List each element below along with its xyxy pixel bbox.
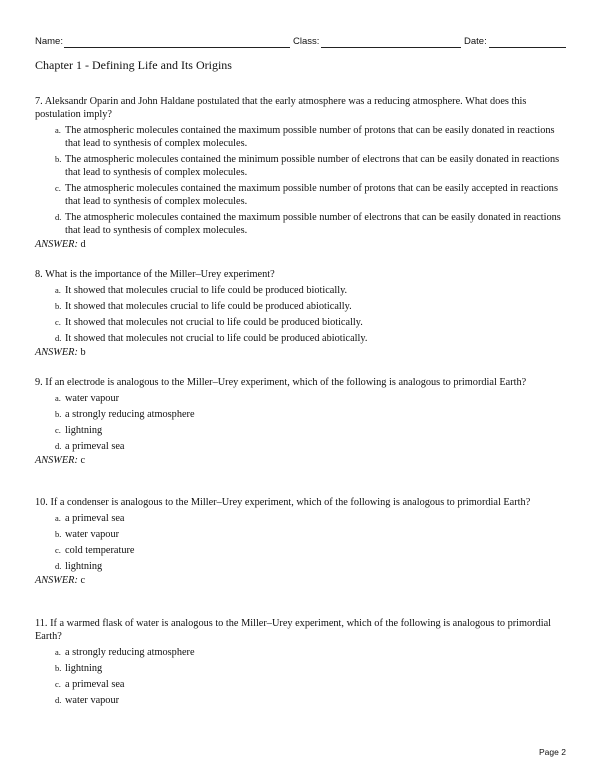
- answer-value: d: [80, 239, 86, 250]
- option-letter: c.: [55, 545, 61, 555]
- name-label: Name:: [35, 36, 63, 47]
- answer-line: [35, 238, 570, 251]
- question-stem: 11. If a warmed flask of water is analogous to the Miller–Urey experiment, which of the following is analogous to primordial Earth?: [35, 618, 552, 642]
- question-9: [35, 376, 570, 467]
- option-b: [35, 153, 570, 179]
- option-c: [35, 678, 570, 691]
- option-c: [35, 316, 570, 329]
- option-a: [35, 284, 570, 297]
- answer-line: [35, 346, 570, 359]
- option-text: The atmospheric molecules contained the maximum possible number of electrons that can be easily donated in reactions that lead to synthesis of complex molecules.: [65, 212, 561, 236]
- option-a: [35, 512, 570, 525]
- option-text: water vapour: [65, 393, 120, 404]
- option-c: [35, 544, 570, 557]
- option-text: lightning: [65, 425, 103, 436]
- option-letter: c.: [55, 425, 61, 435]
- option-text: a strongly reducing atmosphere: [65, 647, 195, 658]
- option-a: [35, 646, 570, 659]
- option-text: It showed that molecules crucial to life could be produced abiotically.: [65, 301, 352, 312]
- option-letter: b.: [55, 529, 62, 539]
- answer-label: ANSWER:: [35, 575, 78, 586]
- chapter-title: Chapter 1 - Defining Life and Its Origins: [35, 58, 232, 72]
- option-text: It showed that molecules not crucial to life could be produced biotically.: [65, 317, 363, 328]
- answer-value: c: [80, 455, 86, 466]
- option-letter: b.: [55, 154, 62, 164]
- option-letter: b.: [55, 663, 62, 673]
- option-d: [35, 211, 570, 237]
- student-info-header: [35, 36, 566, 50]
- option-text: cold temperature: [65, 545, 135, 556]
- option-letter: d.: [55, 561, 62, 571]
- option-text: It showed that molecules not crucial to life could be produced abiotically.: [65, 333, 368, 344]
- question-stem: 9. If an electrode is analogous to the Miller–Urey experiment, which of the following is analogous to primordial Earth?: [35, 377, 527, 388]
- option-letter: c.: [55, 317, 61, 327]
- answer-label: ANSWER:: [35, 347, 78, 358]
- option-letter: d.: [55, 333, 62, 343]
- option-d: [35, 440, 570, 453]
- option-d: [35, 694, 570, 707]
- option-c: [35, 424, 570, 437]
- option-letter: a.: [55, 285, 61, 295]
- question-stem: 8. What is the importance of the Miller–Urey experiment?: [35, 269, 275, 280]
- option-text: The atmospheric molecules contained the maximum possible number of protons that can be easily accepted in reactions that lead to synthesis of complex molecules.: [65, 183, 558, 207]
- class-blank-line: [321, 47, 461, 48]
- option-c: [35, 182, 570, 208]
- option-a: [35, 392, 570, 405]
- option-text: The atmospheric molecules contained the minimum possible number of electrons that can be easily donated in reactions that lead to synthesis of complex molecules.: [65, 154, 560, 178]
- name-blank-line: [64, 47, 290, 48]
- option-b: [35, 662, 570, 675]
- option-letter: b.: [55, 409, 62, 419]
- question-7: [35, 95, 570, 251]
- option-text: a primeval sea: [65, 513, 125, 524]
- option-letter: b.: [55, 301, 62, 311]
- option-text: a primeval sea: [65, 679, 125, 690]
- option-letter: c.: [55, 679, 61, 689]
- option-d: [35, 560, 570, 573]
- option-text: water vapour: [65, 529, 120, 540]
- option-text: water vapour: [65, 695, 120, 706]
- option-letter: a.: [55, 125, 61, 135]
- option-b: [35, 408, 570, 421]
- option-a: [35, 124, 570, 150]
- option-text: It showed that molecules crucial to life could be produced biotically.: [65, 285, 348, 296]
- option-letter: d.: [55, 695, 62, 705]
- class-label: Class:: [293, 36, 320, 47]
- option-letter: c.: [55, 183, 61, 193]
- option-b: [35, 528, 570, 541]
- option-letter: a.: [55, 393, 61, 403]
- question-10: [35, 496, 570, 587]
- question-11: [35, 617, 570, 707]
- option-text: a primeval sea: [65, 441, 125, 452]
- page-number: Page 2: [539, 747, 566, 757]
- date-blank-line: [489, 47, 566, 48]
- answer-label: ANSWER:: [35, 239, 78, 250]
- option-letter: d.: [55, 212, 62, 222]
- option-letter: a.: [55, 513, 61, 523]
- question-stem: 10. If a condenser is analogous to the Miller–Urey experiment, which of the following is analogous to primordial Earth?: [35, 497, 531, 508]
- option-text: lightning: [65, 663, 103, 674]
- option-text: a strongly reducing atmosphere: [65, 409, 195, 420]
- option-text: lightning: [65, 561, 103, 572]
- date-label: Date:: [464, 36, 487, 47]
- option-text: The atmospheric molecules contained the maximum possible number of protons that can be easily donated in reactions that lead to synthesis of complex molecules.: [65, 125, 555, 149]
- option-letter: d.: [55, 441, 62, 451]
- question-8: [35, 268, 570, 359]
- answer-line: [35, 574, 570, 587]
- option-letter: a.: [55, 647, 61, 657]
- answer-label: ANSWER:: [35, 455, 78, 466]
- question-stem: 7. Aleksandr Oparin and John Haldane postulated that the early atmosphere was a reducing atmosphere. What does this postulation imply?: [35, 96, 527, 120]
- answer-value: c: [80, 575, 86, 586]
- answer-line: [35, 454, 570, 467]
- answer-value: b: [80, 347, 86, 358]
- option-d: [35, 332, 570, 345]
- option-b: [35, 300, 570, 313]
